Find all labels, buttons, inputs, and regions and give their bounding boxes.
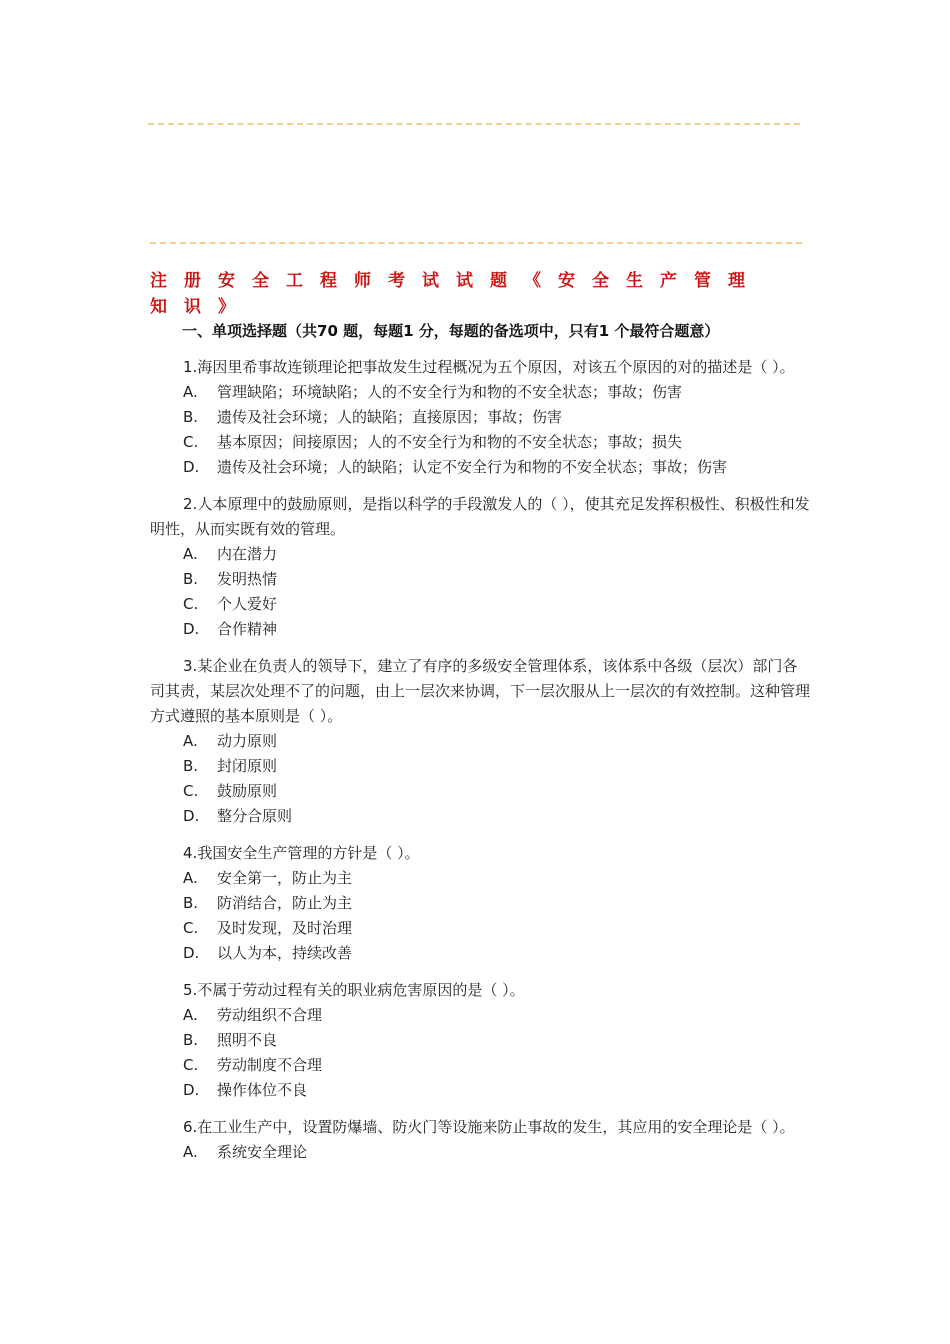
- option-letter: B.: [183, 408, 199, 426]
- option-text: 内在潜力: [217, 545, 278, 563]
- option-b: [150, 754, 812, 779]
- option-c: [150, 1053, 812, 1078]
- question-list: [150, 355, 812, 1177]
- section-heading: 一、单项选择题（共70 题，每题1 分，每题的备选项中，只有1 个最符合题意）: [182, 322, 720, 340]
- question-text: 海因里希事故连锁理论把事故发生过程概况为五个原因，对该五个原因的对的描述是（ ）。: [197, 358, 795, 376]
- question-number: 6.: [183, 1118, 198, 1136]
- option-b: [150, 891, 812, 916]
- option-text: 管理缺陷；环境缺陷；人的不安全行为和物的不安全状态；事故；伤害: [217, 383, 683, 401]
- option-d: [150, 941, 812, 966]
- option-text: 发明热情: [217, 570, 278, 588]
- option-letter: A.: [183, 732, 198, 750]
- option-text: 遗传及社会环境；人的缺陷；认定不安全行为和物的不安全状态；事故；伤害: [217, 458, 728, 476]
- question-stem: [150, 355, 812, 380]
- option-text: 动力原则: [217, 732, 278, 750]
- option-c: [150, 916, 812, 941]
- option-text: 劳动制度不合理: [217, 1056, 323, 1074]
- option-letter: C.: [183, 782, 199, 800]
- option-text: 操作体位不良: [217, 1081, 308, 1099]
- option-letter: B.: [183, 570, 199, 588]
- question-stem: [150, 978, 812, 1003]
- question-text: 我国安全生产管理的方针是（ ）。: [197, 844, 420, 862]
- question-text: 人本原理中的鼓励原则，是指以科学的手段激发人的（ ），使其充足发挥积极性、积极性和发明性，从而实既有效的管理。: [150, 495, 810, 538]
- option-text: 整分合原则: [217, 807, 293, 825]
- option-a: [150, 1003, 812, 1028]
- option-text: 防消结合，防止为主: [217, 894, 353, 912]
- question-2: [150, 492, 812, 642]
- question-text: 在工业生产中，设置防爆墙、防火门等设施来防止事故的发生，其应用的安全理论是（ ）。: [197, 1118, 795, 1136]
- question-5: [150, 978, 812, 1103]
- option-b: [150, 405, 812, 430]
- option-text: 基本原因；间接原因；人的不安全行为和物的不安全状态；事故；损失: [217, 433, 683, 451]
- option-letter: B.: [183, 757, 199, 775]
- option-letter: C.: [183, 433, 199, 451]
- option-a: [150, 542, 812, 567]
- option-c: [150, 430, 812, 455]
- option-letter: A.: [183, 545, 198, 563]
- header-dashed-rule: [148, 123, 800, 125]
- option-letter: D.: [183, 1081, 200, 1099]
- option-text: 合作精神: [217, 620, 278, 638]
- question-stem: [150, 841, 812, 866]
- option-d: [150, 804, 812, 829]
- option-letter: C.: [183, 919, 199, 937]
- option-text: 遗传及社会环境；人的缺陷；直接原因；事故；伤害: [217, 408, 563, 426]
- option-text: 照明不良: [217, 1031, 278, 1049]
- option-letter: A.: [183, 383, 198, 401]
- question-number: 5.: [183, 981, 198, 999]
- option-text: 及时发现，及时治理: [217, 919, 353, 937]
- option-text: 安全第一，防止为主: [217, 869, 353, 887]
- option-text: 鼓励原则: [217, 782, 278, 800]
- option-d: [150, 617, 812, 642]
- question-6: [150, 1115, 812, 1165]
- option-letter: A.: [183, 869, 198, 887]
- option-a: [150, 380, 812, 405]
- document-title: 注册安全工程师考试试题《安全生产管理知识》: [150, 271, 762, 317]
- option-letter: D.: [183, 458, 200, 476]
- option-d: [150, 1078, 812, 1103]
- option-letter: D.: [183, 807, 200, 825]
- option-text: 封闭原则: [217, 757, 278, 775]
- option-c: [150, 779, 812, 804]
- option-d: [150, 455, 812, 480]
- header-dashed-rule: [150, 242, 802, 244]
- option-a: [150, 866, 812, 891]
- option-text: 以人为本，持续改善: [217, 944, 353, 962]
- option-letter: D.: [183, 944, 200, 962]
- option-b: [150, 567, 812, 592]
- question-number: 3.: [183, 657, 198, 675]
- question-text: 不属于劳动过程有关的职业病危害原因的是（ ）。: [197, 981, 525, 999]
- option-a: [150, 1140, 812, 1165]
- option-letter: A.: [183, 1006, 198, 1024]
- question-number: 1.: [183, 358, 198, 376]
- option-letter: C.: [183, 1056, 199, 1074]
- question-stem: [150, 1115, 812, 1140]
- question-number: 2.: [183, 495, 198, 513]
- question-stem: [150, 654, 812, 729]
- option-letter: C.: [183, 595, 199, 613]
- question-stem: [150, 492, 812, 542]
- option-text: 个人爱好: [217, 595, 278, 613]
- option-b: [150, 1028, 812, 1053]
- question-4: [150, 841, 812, 966]
- option-letter: A.: [183, 1143, 198, 1161]
- option-letter: D.: [183, 620, 200, 638]
- option-text: 劳动组织不合理: [217, 1006, 323, 1024]
- question-3: [150, 654, 812, 829]
- option-letter: B.: [183, 894, 199, 912]
- option-text: 系统安全理论: [217, 1143, 308, 1161]
- question-text: 某企业在负责人的领导下，建立了有序的多级安全管理体系，该体系中各级（层次）部门各司其责，某层次处理不了的问题，由上一层次来协调，下一层次服从上一层次的有效控制。这种管理方式遵照的基本原则是（ ）。: [150, 657, 811, 725]
- question-1: [150, 355, 812, 480]
- option-c: [150, 592, 812, 617]
- question-number: 4.: [183, 844, 198, 862]
- option-a: [150, 729, 812, 754]
- option-letter: B.: [183, 1031, 199, 1049]
